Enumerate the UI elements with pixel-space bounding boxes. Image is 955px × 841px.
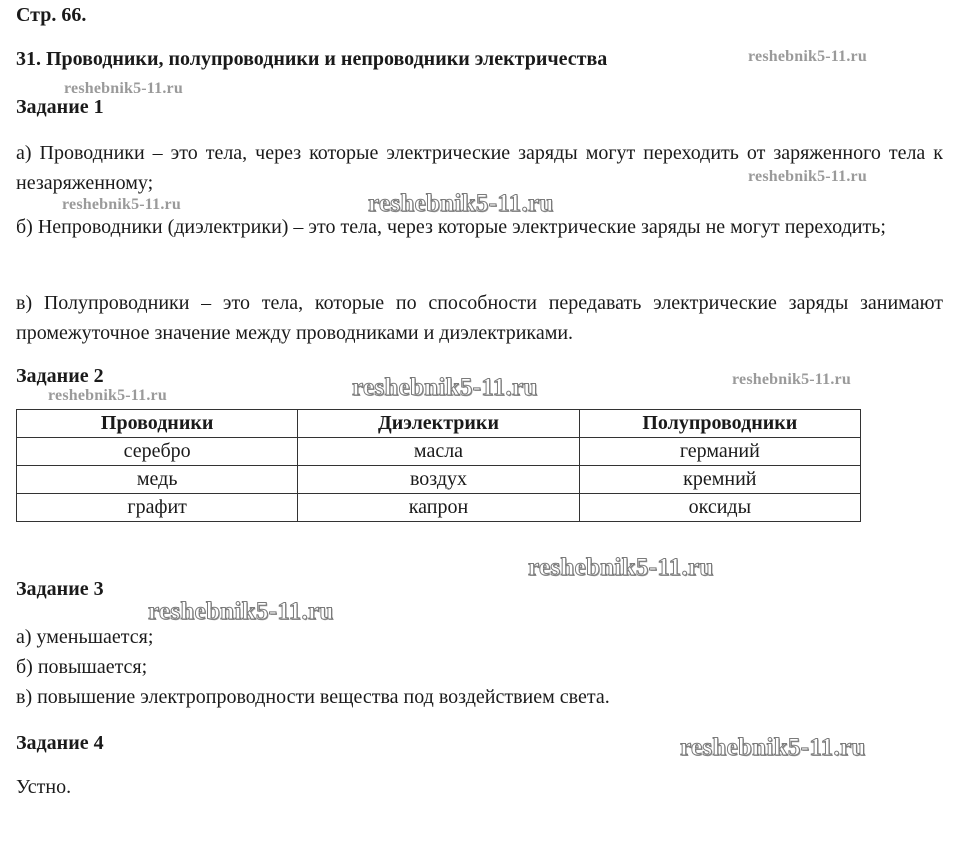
table-cell: серебро — [17, 438, 298, 466]
task1-item-b: б) Непроводники (диэлектрики) – это тела, через которые электрические заряды не могут переходить; — [16, 216, 886, 238]
table-cell: капрон — [298, 494, 579, 522]
column-header-conductors: Проводники — [17, 410, 298, 438]
watermark: reshebnik5-11.ru — [368, 190, 554, 217]
watermark: reshebnik5-11.ru — [48, 387, 167, 404]
column-header-dielectrics: Диэлектрики — [298, 410, 579, 438]
watermark: reshebnik5-11.ru — [748, 168, 867, 185]
page-label: Стр. 66. — [16, 4, 87, 26]
watermark: reshebnik5-11.ru — [748, 48, 867, 65]
task3-answer-c: в) повышение электропроводности вещества под воздействием света. — [16, 686, 610, 708]
table-cell: германий — [579, 438, 860, 466]
table-cell: оксиды — [579, 494, 860, 522]
task4-answer: Устно. — [16, 776, 72, 798]
table-cell: воздух — [298, 466, 579, 494]
task3-heading: Задание 3 — [16, 578, 104, 600]
table-cell: масла — [298, 438, 579, 466]
watermark: reshebnik5-11.ru — [352, 374, 538, 401]
watermark: reshebnik5-11.ru — [680, 734, 866, 761]
table-cell: кремний — [579, 466, 860, 494]
task1-heading: Задание 1 — [16, 96, 104, 118]
table-header-row — [17, 410, 861, 438]
watermark: reshebnik5-11.ru — [64, 80, 183, 97]
task3-answer-a: а) уменьшается; — [16, 626, 154, 648]
table-cell: медь — [17, 466, 298, 494]
watermark: reshebnik5-11.ru — [528, 554, 714, 581]
materials-table — [16, 409, 861, 522]
watermark: reshebnik5-11.ru — [148, 598, 334, 625]
table-cell: графит — [17, 494, 298, 522]
watermark: reshebnik5-11.ru — [732, 371, 851, 388]
section-title: 31. Проводники, полупроводники и непроводники электричества — [16, 48, 608, 70]
task3-answer-b: б) повышается; — [16, 656, 148, 678]
watermark: reshebnik5-11.ru — [62, 196, 181, 213]
table-row — [17, 466, 861, 494]
task1-item-a: а) Проводники – это тела, через которые электрические заряды могут переходить от заряженного тела к незаряженному; — [16, 142, 943, 194]
task1-item-c: в) Полупроводники – это тела, которые по способности передавать электрические заряды занимают промежуточное значение между проводниками и диэлектриками. — [16, 292, 943, 344]
table-row — [17, 494, 861, 522]
table-row — [17, 438, 861, 466]
task2-heading: Задание 2 — [16, 365, 104, 387]
task4-heading: Задание 4 — [16, 732, 104, 754]
column-header-semiconductors: Полупроводники — [579, 410, 860, 438]
